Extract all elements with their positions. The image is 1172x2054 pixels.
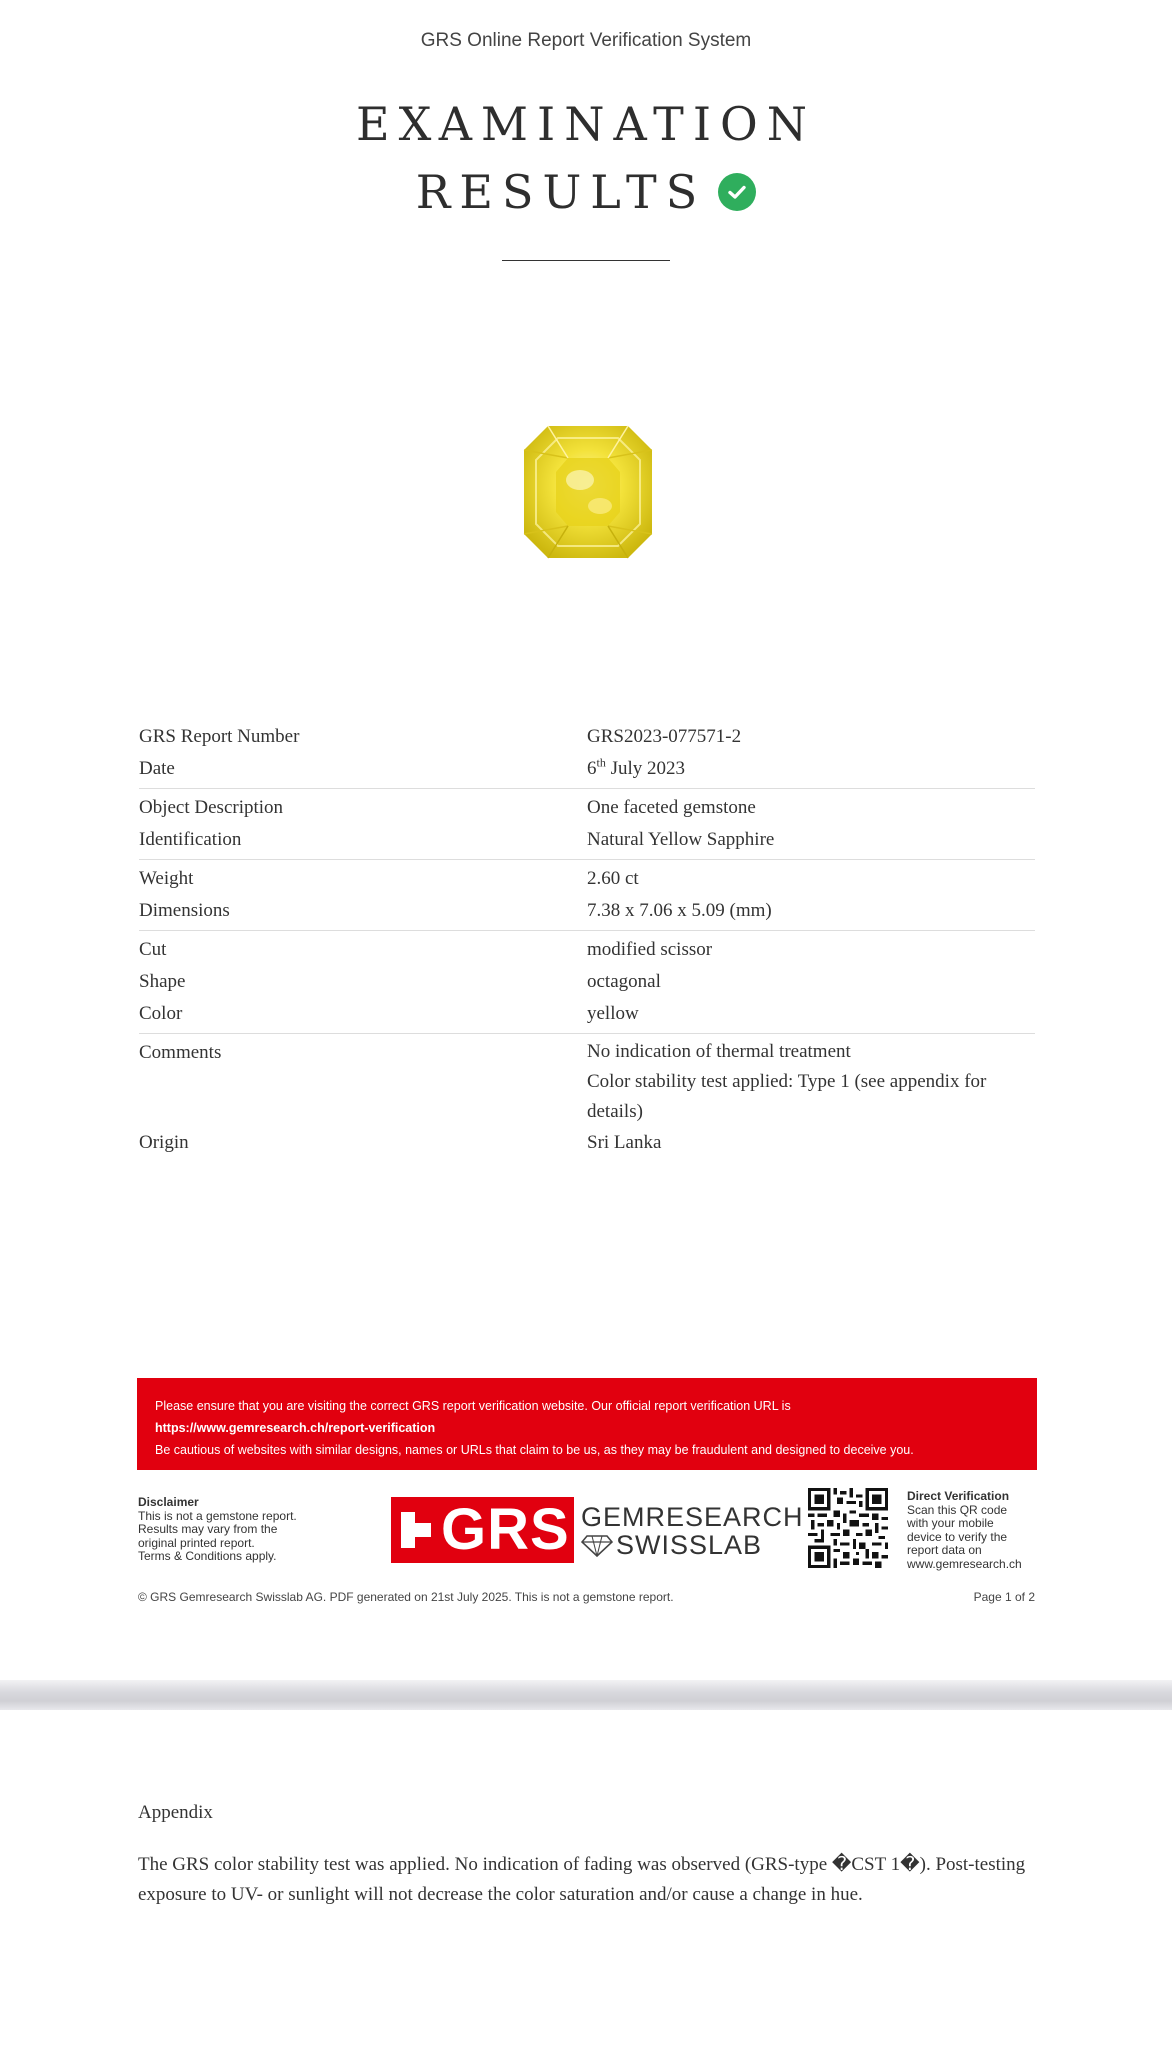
report-row [139,753,1035,785]
system-name: GRS Online Report Verification System [420,30,752,51]
report-row [139,998,1035,1030]
yellow-sapphire-octagonal-image [522,424,654,560]
direct-verification-line: report data on [907,1543,982,1557]
report-label: Color [139,1003,183,1024]
comment-line-2: Color stability test applied: Type 1 (see appendix for details) [587,1071,987,1122]
warning-line-1: Please ensure that you are visiting the correct GRS report verification website. Our official report verification URL is [155,1399,791,1413]
direct-verification-line: Scan this QR code [907,1502,1008,1517]
title-line-2: RESULTS [415,165,707,219]
report-label: GRS Report Number [139,726,300,747]
report-value [587,753,1035,785]
title-line-1: EXAMINATION [356,97,816,151]
verification-url-link[interactable]: https://www.gemresearch.ch/report-verification [155,1421,436,1435]
warning-line-3: Be cautious of websites with similar designs, names or URLs that claim to be us, as they may be fraudulent and designed to deceive you. [155,1443,914,1457]
direct-verification-url[interactable]: www.gemresearch.ch [907,1556,1022,1571]
page-separator [0,1680,1172,1710]
direct-verification-line: device to verify the [907,1529,1008,1544]
report-label: Shape [139,971,186,992]
report-label: Object Description [139,797,284,818]
report-group-object [139,789,1035,860]
logo-gemresearch: GEMRESEARCH [581,1502,804,1532]
report-label: Comments [139,1042,222,1063]
logo-grs-text: GRS [441,1497,570,1562]
report-row [139,1037,1035,1127]
disclaimer [138,1496,338,1564]
direct-verification-heading: Direct Verification [907,1489,1010,1503]
report-row [139,863,1035,895]
report-row [139,1127,1035,1159]
disclaimer-line: Results may vary from the [138,1522,278,1536]
report-label: Origin [139,1132,189,1153]
disclaimer-line: This is not a gemstone report. [138,1508,297,1523]
report-row [139,792,1035,824]
appendix-heading: Appendix [138,1802,213,1823]
report-value: octagonal [587,971,661,992]
fraud-warning-banner [137,1378,1037,1470]
grs-logo-box [391,1497,574,1563]
report-value: Natural Yellow Sapphire [587,829,775,850]
disclaimer-heading: Disclaimer [138,1495,199,1509]
report-label: Weight [139,868,194,889]
qr-code-icon[interactable] [808,1488,888,1568]
copyright-text: © GRS Gemresearch Swisslab AG. PDF generated on 21st July 2025. This is not a gemstone report. [138,1590,674,1604]
title-line-2-wrap [416,158,756,226]
check-circle-icon [718,173,756,211]
report-group-appearance [139,931,1035,1034]
date-rest: July 2023 [605,758,686,779]
report-row [139,966,1035,998]
date-day: 6 [587,758,597,779]
grs-logo [391,1497,804,1563]
report-label: Identification [139,829,242,850]
report-group-measurements [139,860,1035,931]
report-details [139,718,1035,1162]
report-group-comments [139,1034,1035,1162]
report-label: Cut [139,939,167,960]
report-value: 7.38 x 7.06 x 5.09 (mm) [587,900,772,921]
report-group-identification [139,718,1035,789]
title-divider [502,260,670,261]
report-row [139,934,1035,966]
report-row [139,895,1035,927]
comment-line-1: No indication of thermal treatment [587,1041,851,1062]
date-suffix: th [596,755,606,770]
report-value: Sri Lanka [587,1132,662,1153]
disclaimer-line: original printed report. [138,1535,255,1550]
report-label: Dimensions [139,900,230,921]
page-number: Page 1 of 2 [973,1590,1035,1604]
warning-url-wrap [155,1417,1019,1439]
report-value: GRS2023-077571-2 [587,726,742,747]
report-page-2 [0,1710,1172,2054]
report-label: Date [139,758,175,779]
swiss-cross-icon [397,1510,437,1550]
diamond-icon [581,1535,613,1557]
report-value: yellow [587,1003,639,1024]
report-row [139,824,1035,856]
disclaimer-line: Terms & Conditions apply. [138,1549,277,1563]
appendix-text: The GRS color stability test was applied. No indication of fading was observed (GRS-type �CST 1�). Post-testing exposure to UV- or sunlight will not decrease the color saturation and/or cause a change in hue. [138,1854,1026,1905]
report-value: One faceted gemstone [587,797,756,818]
report-row [139,721,1035,753]
report-value [587,1037,1035,1127]
logo-swisslab: SWISSLAB [616,1530,763,1560]
direct-verification [907,1490,1047,1571]
report-value: 2.60 ct [587,868,639,889]
report-value: modified scissor [587,939,713,960]
direct-verification-line: with your mobile [907,1516,994,1530]
page-title [0,90,1172,226]
